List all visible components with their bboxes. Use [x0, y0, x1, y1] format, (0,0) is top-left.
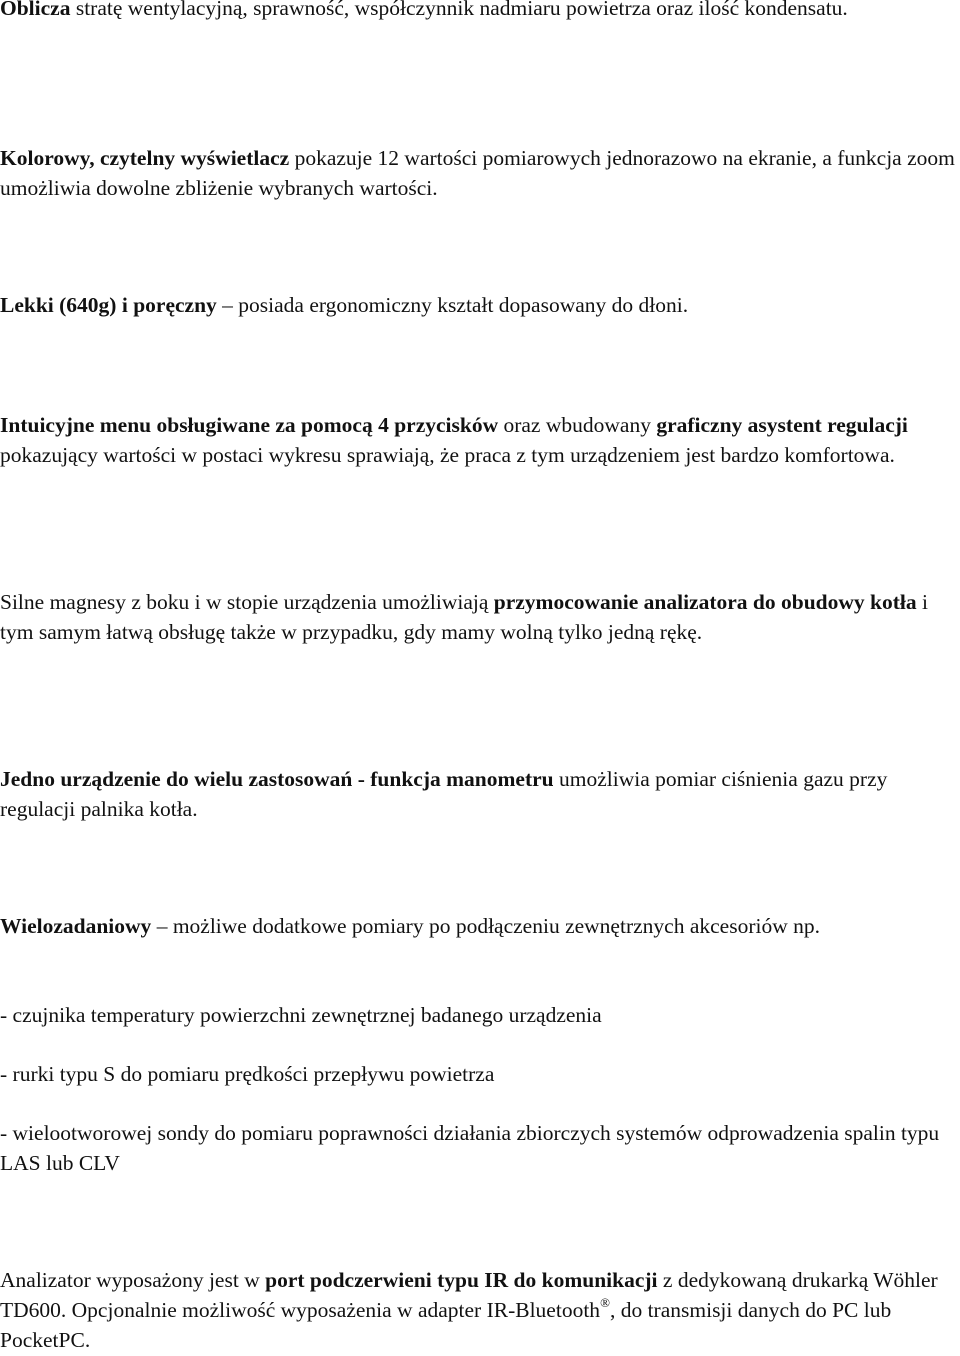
- bold-inline: graficzny asystent regulacji: [656, 413, 908, 437]
- list-item-text: - czujnika temperatury powierzchni zewnętrznej badanego urządzenia: [0, 1003, 602, 1027]
- paragraph-text: pokazuje 12 wartości pomiarowych jednorazowo na ekranie, a funkcja zoom umożliwia dowolne zbliżenie wybranych wartości.: [0, 146, 955, 200]
- paragraph-weight: [0, 290, 958, 320]
- paragraph-text: pokazujący wartości w postaci wykresu sprawiają, że praca z tym urządzeniem jest bardzo komfortowa.: [0, 443, 895, 467]
- list-item-temperature-sensor: [0, 1000, 958, 1030]
- bold-inline: port podczerwieni typu IR do komunikacji: [265, 1268, 658, 1292]
- paragraph-text: Analizator wyposażony jest w: [0, 1268, 266, 1292]
- paragraph-text: stratę wentylacyjną, sprawność, współczynnik nadmiaru powietrza oraz ilość kondensatu.: [70, 0, 848, 20]
- list-item-text: - wielootworowej sondy do pomiaru poprawności działania zbiorczych systemów odprowadzenia spalin typu LAS lub CLV: [0, 1121, 940, 1175]
- paragraph-text: z dedykowaną drukarką Wöhler TD600. Opcjonalnie możliwość wyposażenia w adapter IR-Bluetooth: [0, 1268, 938, 1322]
- bold-lead: Oblicza: [0, 0, 71, 20]
- paragraph-text: , do transmisji danych do PC lub PocketPC.: [0, 1298, 892, 1352]
- bold-lead: Jedno urządzenie do wielu zastosowań - funkcja manometru: [0, 767, 554, 791]
- bold-lead: Kolorowy, czytelny wyświetlacz: [0, 146, 290, 170]
- paragraph-text: i tym samym łatwą obsługę także w przypadku, gdy mamy wolną tylko jedną rękę.: [0, 590, 928, 644]
- list-item-multihole-probe: [0, 1118, 958, 1178]
- bold-lead: Intuicyjne menu obsługiwane za pomocą 4 przycisków: [0, 413, 499, 437]
- paragraph-magnets: [0, 587, 958, 647]
- paragraph-calculations: [0, 0, 958, 23]
- paragraph-display: [0, 143, 958, 203]
- list-item-s-tube: [0, 1059, 958, 1089]
- bold-lead: Lekki (640g) i poręczny: [0, 293, 217, 317]
- paragraph-menu: [0, 410, 958, 470]
- paragraph-multitask: [0, 911, 958, 941]
- paragraph-text: umożliwia pomiar ciśnienia gazu przy regulacji palnika kotła.: [0, 767, 888, 821]
- paragraph-text: – posiada ergonomiczny kształt dopasowany do dłoni.: [216, 293, 689, 317]
- registered-mark: ®: [600, 1295, 610, 1310]
- paragraph-text: – możliwe dodatkowe pomiary po podłączeniu zewnętrznych akcesoriów np.: [151, 914, 820, 938]
- paragraph-manometer: [0, 764, 958, 824]
- bold-lead: Wielozadaniowy: [0, 914, 152, 938]
- paragraph-text: Silne magnesy z boku i w stopie urządzenia umożliwiają: [0, 590, 494, 614]
- list-item-text: - rurki typu S do pomiaru prędkości przepływu powietrza: [0, 1062, 495, 1086]
- paragraph-text: oraz wbudowany: [498, 413, 657, 437]
- paragraph-infrared-port: [0, 1265, 958, 1355]
- bold-inline: przymocowanie analizatora do obudowy kotła: [493, 590, 917, 614]
